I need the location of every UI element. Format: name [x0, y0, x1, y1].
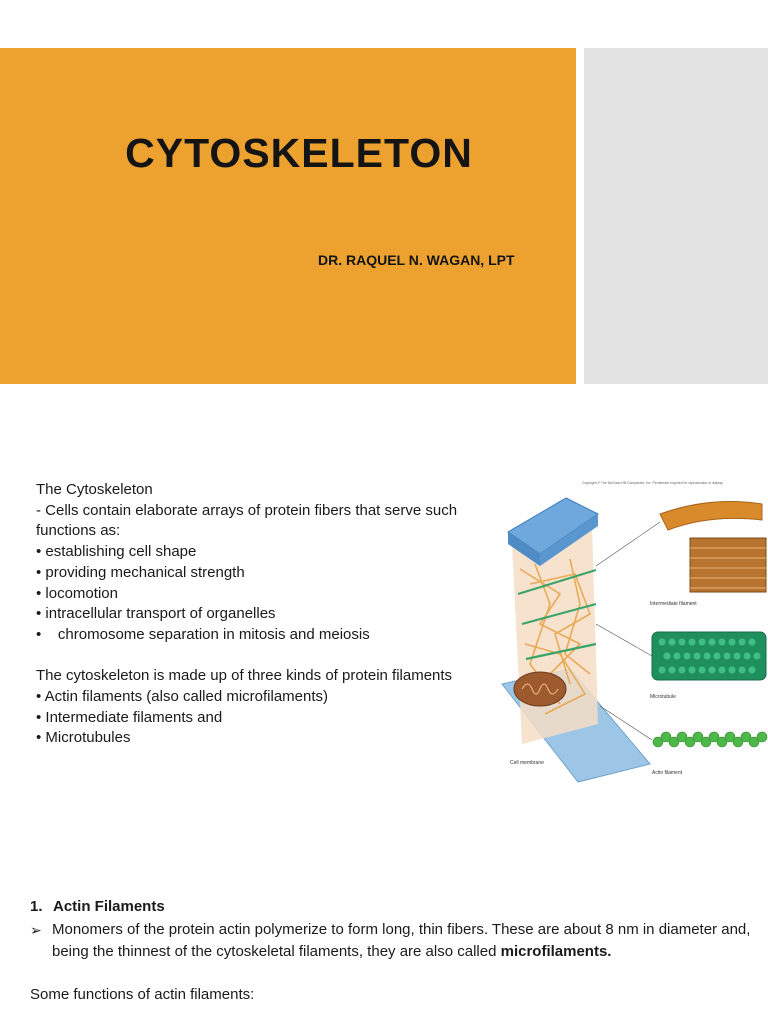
label-cell-membrane: Cell membrane	[510, 760, 544, 766]
intermediate-filament-rope	[660, 502, 762, 530]
actin-filament-beads	[653, 732, 767, 747]
function-item: • providing mechanical strength	[36, 563, 245, 581]
title-slide-panel	[0, 48, 576, 384]
function-item: • establishing cell shape	[36, 543, 197, 561]
arrow-bullet-icon: ➢	[30, 921, 42, 938]
intro-lead-continued: functions as:	[36, 522, 121, 540]
side-gray-panel	[584, 48, 768, 384]
author-name: DR. RAQUEL N. WAGAN, LPT	[318, 252, 515, 268]
figure-copyright: Copyright © The McGraw-Hill Companies, Inc. Permission required for reproduction or display.	[582, 481, 724, 485]
label-actin-filament: Actin filament	[652, 770, 683, 776]
intermediate-filament-bundle	[690, 538, 766, 592]
label-microtubule: Microtubule	[650, 694, 676, 700]
section-paragraph	[30, 919, 760, 964]
section-number: 1.	[30, 898, 43, 915]
section-paragraph-text: Monomers of the protein actin polymerize to form long, thin fibers. These are about 8 nm in diameter and, being the thinnest of the cytoskeletal filaments, they are also called	[52, 920, 751, 960]
functions-lead-cutoff: Some functions of actin filaments:	[30, 985, 255, 1003]
function-item: • intracellular transport of organelles	[36, 605, 276, 623]
callout-lines	[596, 522, 660, 740]
filament-kinds-lead: The cytoskeleton is made up of three kinds of protein filaments	[36, 667, 453, 685]
section-title: Actin Filaments	[53, 898, 165, 915]
page-title: CYTOSKELETON	[125, 130, 473, 176]
intro-heading: The Cytoskeleton	[36, 481, 153, 498]
function-item: • chromosome separation in mitosis and meiosis	[36, 625, 370, 643]
filament-kind-item: • Microtubules	[36, 729, 131, 747]
intro-lead: - Cells contain elaborate arrays of protein fibers that serve such	[36, 501, 458, 519]
filament-kind-item: • Intermediate filaments and	[36, 708, 223, 726]
filament-kind-item: • Actin filaments (also called microfilaments)	[36, 688, 329, 706]
intro-text	[36, 480, 506, 749]
section-heading	[30, 896, 760, 919]
function-item: • locomotion	[36, 584, 118, 602]
cytoskeleton-diagram	[500, 474, 768, 784]
section-paragraph-bold: microfilaments.	[500, 943, 612, 960]
actin-section	[30, 896, 760, 1006]
label-intermediate-filament: Intermediate filament	[650, 601, 697, 607]
